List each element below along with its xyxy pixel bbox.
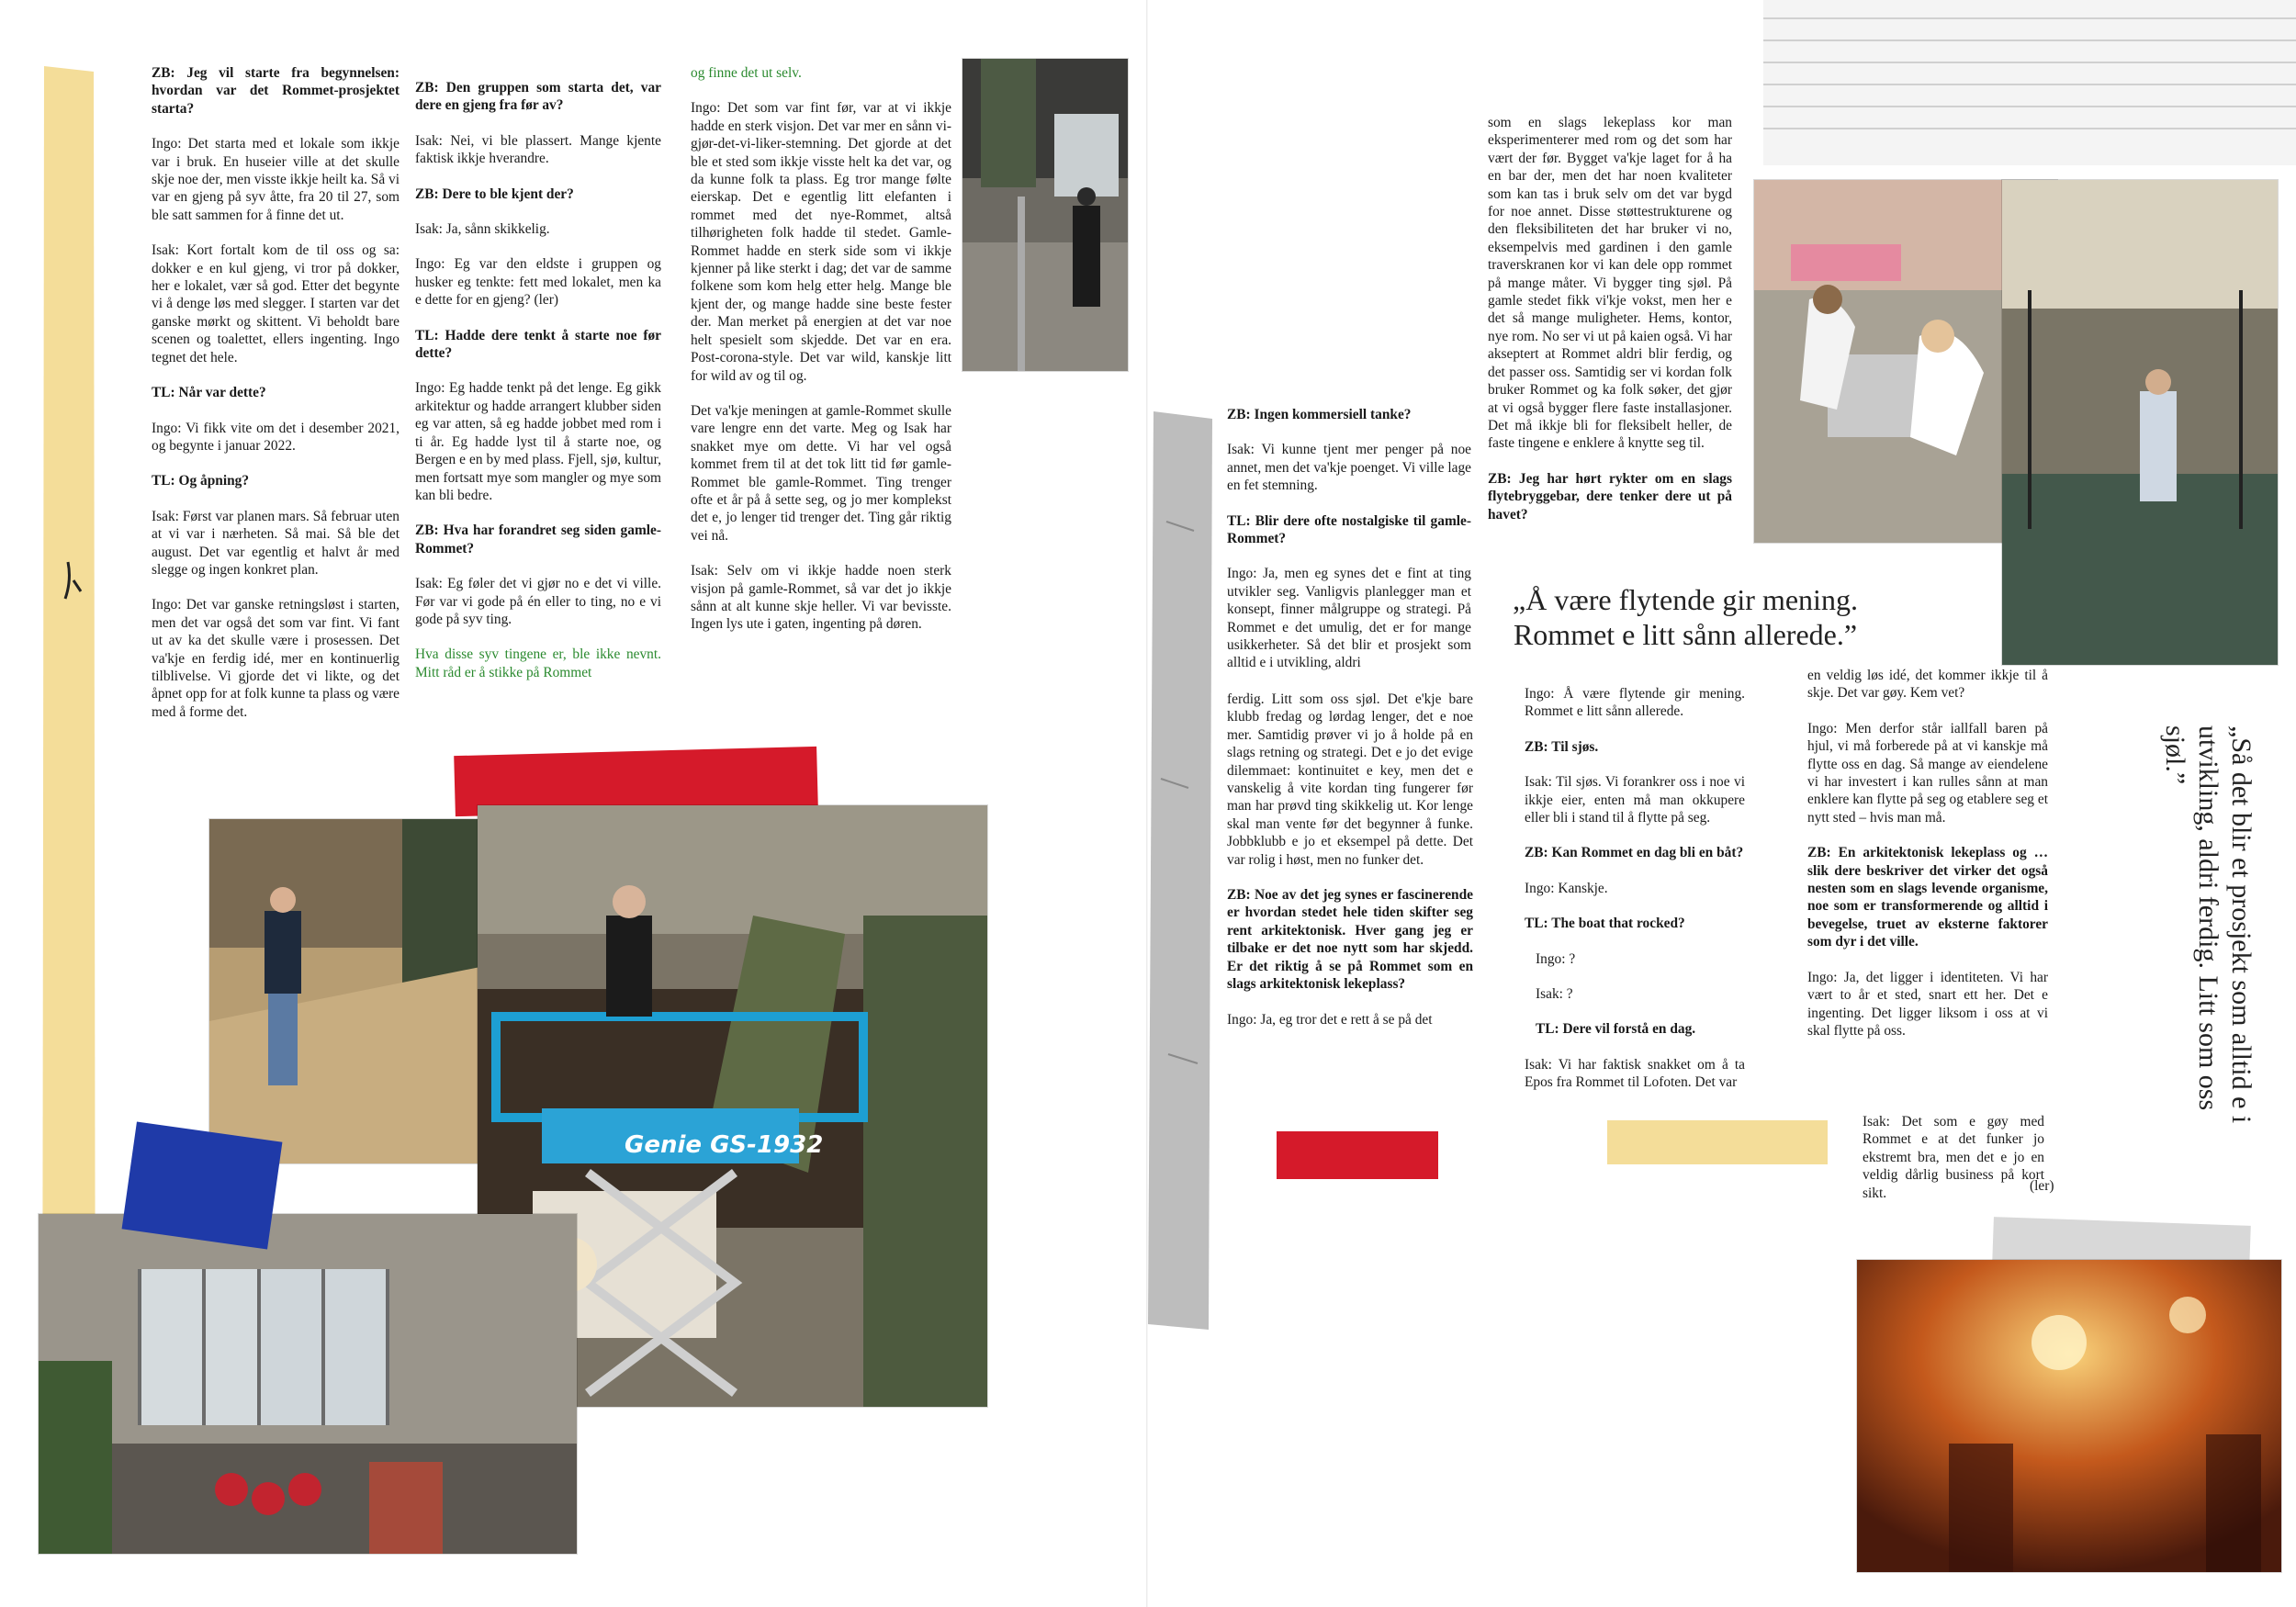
editor-note: og finne det ut selv. bbox=[691, 65, 802, 81]
paper-strip-top bbox=[1763, 0, 2296, 165]
interview-question: TL: Hadde dere tenkt å starte noe før dette? bbox=[415, 327, 661, 362]
interview-answer: Isak: Vi har faktisk snakket om å ta Epos fra Rommet til Lofoten. Det var bbox=[1525, 1056, 1745, 1091]
interview-question: ZB: En arkitektonisk lekeplass og … slik dere beskriver det virker det også nesten som en slags levende organisme, noe som er transformerende og alltid i bevegelse, truet av eksterne faktorer som dyr i det ville. bbox=[1807, 845, 2048, 950]
interview-question: ZB: Dere to ble kjent der? bbox=[415, 185, 574, 202]
interview-question: ZB: Til sjøs. bbox=[1525, 738, 1599, 755]
photo-night-kegs bbox=[1229, 1148, 1493, 1576]
red-tape-small bbox=[1277, 1131, 1438, 1179]
interview-answer: en veldig løs idé, det kommer ikkje til å skje. Det var gøy. Kem vet? bbox=[1807, 668, 2048, 702]
right-column-2 bbox=[1488, 114, 1732, 541]
editor-note: Hva disse syv tingene er, ble ikke nevnt. Mitt råd er å stikke på Rommet bbox=[415, 646, 661, 680]
interview-answer: Ingo: Men derfor står iallfall baren på hjul, vi må forberede på at vi kanskje må flytte oss en dag. Så mange av eiendelene vi har investert i kan rulles sånn at man enklere kan flytte på seg og etablere seg et nytt sted – hvis man må. bbox=[1807, 720, 2048, 826]
interview-question: TL: Dere vil forstå en dag. bbox=[1536, 1021, 1696, 1038]
interview-answer: Isak: Til sjøs. Vi forankrer oss i noe vi ikkje eier, enten må man okkupere eller bli i stand til å flytte på seg. bbox=[1525, 774, 1745, 826]
right-column-1 bbox=[1227, 406, 1471, 690]
photo-man-with-rope bbox=[209, 819, 485, 1163]
interview-answer: Ingo: Eg hadde tenkt på det lenge. Eg gikk arkitektur og hadde arrangert klubber siden eg var atten, så eg hadde jobbet med rom i ti år. Eg hadde lyst til å starte noe, og Bergen e en by med plass. Fjell, sjø, kultur, men fortsatt mye som mangler og mye som kan bli bedre. bbox=[415, 380, 661, 503]
interview-answer: Isak: Først var planen mars. Så februar uten at vi var i nærheten. Så mai. Så ble det august. Det var egentlig et halvt år med slegge og ingen konkret plan. bbox=[152, 508, 400, 578]
interview-answer: Isak: Kort fortalt kom de til oss og sa: dokker e en kul gjeng, vi tror på dokker, her e lokalet, vær så god. Etter det begynte vi å denge løs med slegger. I starten var det ganske mørkt og skittent. Vi beholdt bare scenen og toalettet, ellers ingenting. Ingo tegnet det hele. bbox=[152, 242, 400, 365]
interview-answer: Isak: Vi kunne tjent mer penger på noe annet, men det va'kje poenget. Vi ville lage en fet stemning. bbox=[1227, 442, 1471, 494]
interview-answer: Det va'kje meningen at gamle-Rommet skulle vare lengre enn det varte. Meg og Isak har snakket mye om dette. Vi har vel også kommet frem til at det tok litt tid før gamle-Rommet ble gamle-Rommet. Ting trenger ofte et år på å sette seg, og jo mer komplekst det e, jo lenger tid trenger det. Ting går riktig vei nå. bbox=[691, 402, 951, 544]
photo-cleaning-hall bbox=[962, 59, 1128, 371]
interview-question: ZB: Jeg har hørt rykter om en slags flytebryggebar, dere tenker dere ut på havet? bbox=[1488, 470, 1732, 523]
interview-question: TL: The boat that rocked? bbox=[1525, 916, 1685, 932]
interview-question: ZB: Ingen kommersiell tanke? bbox=[1227, 407, 1412, 422]
interview-answer: Ingo: Eg var den eldste i gruppen og husker eg tenkte: fett med lokalet, men ka e dette for en gjeng? (ler) bbox=[415, 256, 661, 309]
photo-construction-topdown bbox=[1515, 1145, 1824, 1555]
interview-answer: Ingo: Det var ganske retningsløst i starten, men det var også det som var fint. Vi fant ut av ka det skulle være i prosessen. Det va'kje en ferdig idé, mer en kontinuerlig tilblivelse. Vi gjorde det vi likte, og det åpnet opp for at folk kunne ta plass og være med å forme det. bbox=[152, 597, 400, 720]
left-column-1 bbox=[152, 64, 400, 738]
blue-tape-square bbox=[122, 1121, 283, 1249]
interview-answer: Ingo: Ja, eg tror det e rett å se på det bbox=[1227, 1011, 1433, 1028]
right-column-3 bbox=[1525, 685, 1745, 1109]
interview-question: TL: Blir dere ofte nostalgiske til gamle-Rommet? bbox=[1227, 512, 1471, 547]
interview-answer: Ingo: Ja, det ligger i identiteten. Vi har vært to år et sted, snart ett her. Det e ingenting. Det ligger liksom i oss at vi skal flytte på oss. bbox=[1807, 969, 2048, 1039]
interview-question: ZB: Den gruppen som starta det, var dere en gjeng fra før av? bbox=[415, 80, 661, 114]
interview-answer: ferdig. Litt som oss sjøl. Det e'kje bare klubb fredag og lørdag lenger, det e noe mer. Samtidig prøver vi jo å holde på en slags retning og strategi. Det e jo det evige dilemmaet: kontinuitet e key, men det e vanskelig å vite kordan ting fungerer før man har prøvd ting skikkelig ut. Kor lenge skal man vente før det begynner å funke. Jobbklubb e jo et eksempel på dette. Det var rolig i høst, men no funker det. bbox=[1227, 691, 1473, 868]
photo-blurred-party bbox=[1857, 1260, 2281, 1572]
interview-answer: Isak: Selv om vi ikkje hadde noen sterk visjon på gamle-Rommet, så var det jo ikkje sånn at alt kunne skje heller. Vi var bevisste. Ingen lys ute i gaten, ingenting på døren. bbox=[691, 563, 951, 633]
photo-interior-chairs bbox=[39, 1214, 577, 1554]
interview-answer: Ingo: Kanskje. bbox=[1525, 880, 1608, 896]
interview-answer: Ingo: Vi fikk vite om det i desember 2021, og begynte i januar 2022. bbox=[152, 420, 400, 454]
interview-question: ZB: Kan Rommet en dag bli en båt? bbox=[1525, 845, 1744, 861]
interview-answer: Isak: Nei, vi ble plassert. Mange kjente faktisk ikkje hverandre. bbox=[415, 132, 661, 167]
interview-question: TL: Når var dette? bbox=[152, 385, 266, 401]
interview-answer: Isak: Ja, sånn skikkelig. bbox=[415, 221, 550, 238]
interview-question: ZB: Hva har forandret seg siden gamle-Rommet? bbox=[415, 523, 661, 556]
interview-answer: Ingo: Det starta med et lokale som ikkje var i bruk. En huseier ville at det skulle skje noe der, men visste ikkje heilt ka. Så vi var en gjeng på syv åtte, fra 20 til 27, som ble satt sammen for å finne det ut. bbox=[152, 136, 400, 223]
grey-tape-strip bbox=[1148, 411, 1214, 1330]
interview-answer: Isak: Eg føler det vi gjør no e det vi ville. Før var vi gode på én eller to ting, no e vi gode på syv ting. bbox=[415, 576, 661, 627]
interview-answer: Ingo: Ja, men eg synes det e fint at ting utvikler seg. Vanligvis planlegger man et konsept, finner målgruppe og strategi. På Rommet e det umulig, det er for mange usikkerheter. Så det blir et prosjekt som alltid e i utvikling, aldri bbox=[1227, 566, 1471, 671]
interview-answer: Isak: ? bbox=[1536, 986, 1573, 1003]
photo-man-at-ceiling bbox=[2002, 180, 2278, 665]
laugh-note: (ler) bbox=[2030, 1178, 2054, 1194]
interview-answer: Ingo: Det som var fint før, var at vi ikkje hadde en sterk visjon. Det var mer en sånn vi-gjør-det-vi-liker-stemning. Det gjorde at det ble et sted som ikkje visste helt ka det var, og da kunne folk ta plass. Eg tror mange følte eierskap. Det e egentlig litt elefanten i rommet med det nye-Rommet, altså tilhørigheten folk hadde til stedet. Gamle-Rommet hadde en sterk side som vi ikkje kjenner på like sterkt i dag; det var de samme folkene som kom helg etter helg. Mange ble kjent der, og mange hadde sine beste fester der. Man merket på energien at det var noe helt spesielt som skjedde. Det var en era. Post-corona-style. Det var wild, kanskje litt for wild av og til og. bbox=[691, 100, 951, 384]
interview-question: ZB: Noe av det jeg synes er fascinerende er hvordan stedet hele tiden skifter seg rent arkitektonisk. Hver gang jeg er tilbake er det noe nytt som har skjedd. Er det riktig å se på Rommet som en slags arkitektonisk lekeplass? bbox=[1227, 887, 1473, 993]
interview-answer: Ingo: Å være flytende gir mening. Rommet e litt sånn allerede. bbox=[1525, 686, 1745, 720]
right-page bbox=[1148, 0, 2296, 1607]
yellow-tape-small bbox=[1607, 1120, 1828, 1164]
interview-answer: som en slags lekeplass kor man eksperimenterer med rom og det som har vært der før. Bygget va'kje laget for å ha en bar der, men det har noen kvaliteter som kan tas i bruk selv om det var bygd for noe annet. Disse støttestrukturene og den fleksibiliteten det har bruker vi no, eksempelvis med gardinen i den gamle traverskranen kor vi kan dele opp rommet på mange måter. Vi bygger ting sjøl. På gamle stedet fikk vi'kje vokst, men her e det så mange muligheter. Hems, kontor, nye rom. No ser vi ut på kaien også. Vi har akseptert at Rommet aldri blir ferdig, og det passer oss. Samtidig ser vi kordan folk bruker Rommet og ka folk søker, det gjør at vi også bygger flere faste installasjoner. Det må ikkje bli for fleksibelt heller, de faste tingene e enklere å knytte seg til. bbox=[1488, 115, 1732, 452]
left-column-3 bbox=[691, 64, 951, 651]
isak-final-answer: Isak: Det som e gøy med Rommet e at det funker jo ekstremt bra, men det e jo en veldig dårlig business på kort sikt. bbox=[1863, 1114, 2044, 1201]
left-column-2 bbox=[415, 79, 661, 699]
interview-answer: Ingo: ? bbox=[1536, 950, 1576, 967]
right-column-1b bbox=[1227, 691, 1473, 1046]
interview-question: ZB: Jeg vil starte fra begynnelsen: hvordan var det Rommet-prosjektet starta? bbox=[152, 65, 400, 117]
right-column-4 bbox=[1807, 667, 2048, 1057]
interview-question: TL: Og åpning? bbox=[152, 473, 250, 489]
vertical-pull-quote: „Så det blir et prosjekt som alltid e i utvikling, aldri ferdig. Litt som oss sjøl.” bbox=[2160, 725, 2257, 1124]
pull-quote: „Å være flytende gir mening. Rommet e litt sånn allerede.” bbox=[1513, 583, 1858, 651]
lift-label: Genie GS-1932 bbox=[625, 1131, 824, 1159]
